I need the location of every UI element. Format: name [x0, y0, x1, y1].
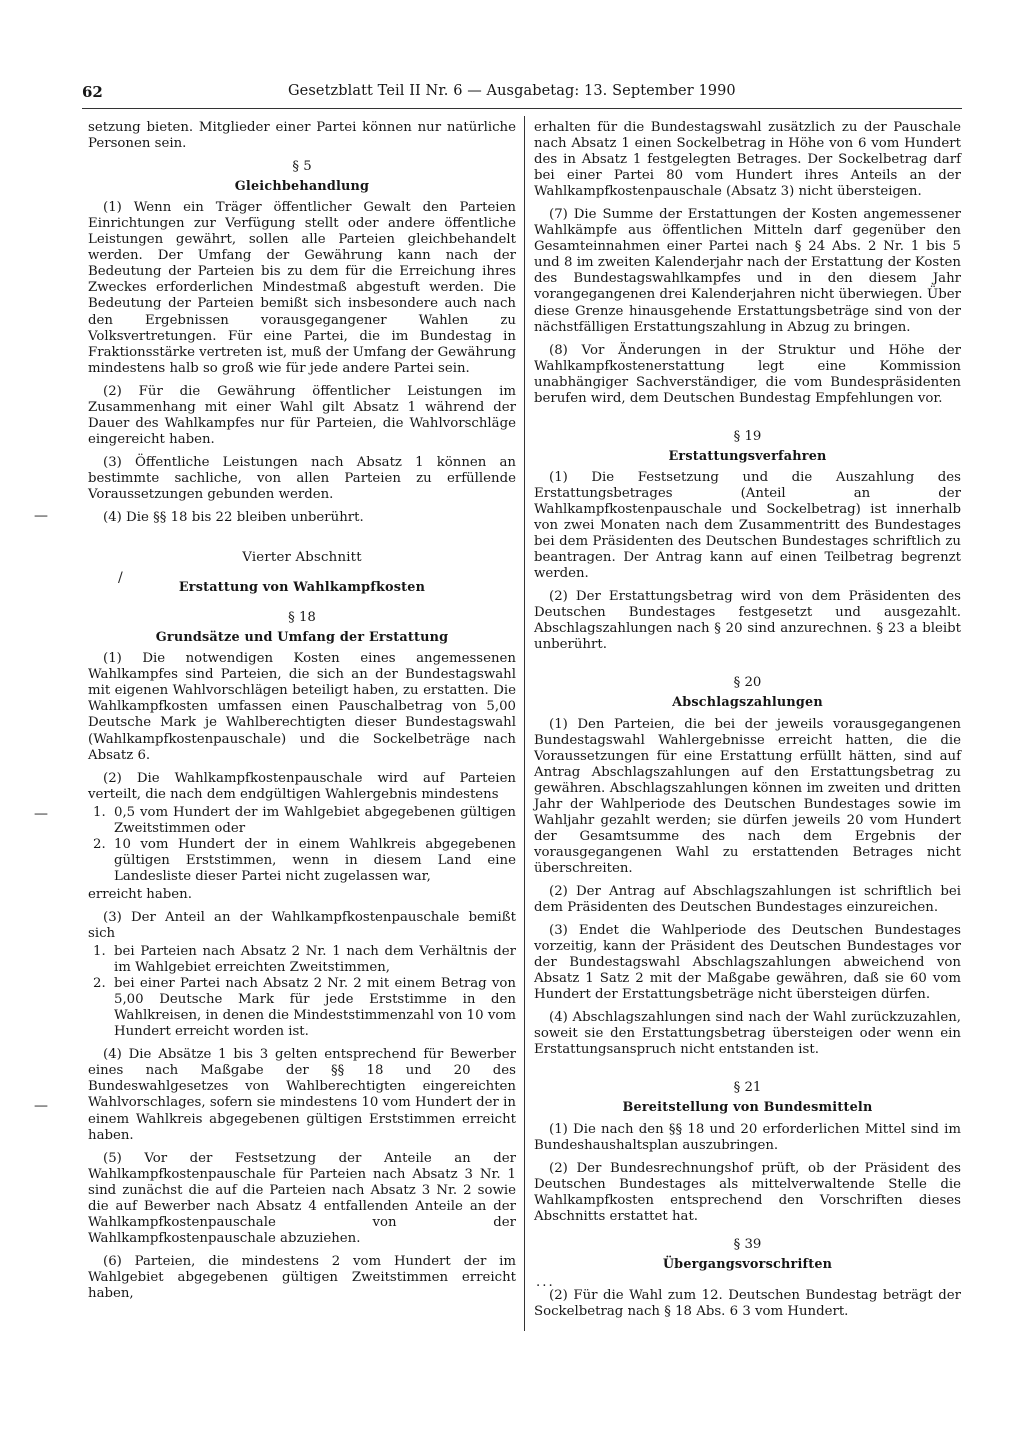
- paragraph: (3) Endet die Wahlperiode des Deutschen Bundestages vorzeitig, kann der Präsident des Deutschen Bundestages vor der Bundestagswahl Abschlagszahlungen abweichend von Absatz 1 Satz 2 mit der Maßgabe gewähren, daß sie 60 vom Hundert der Erstattungsbeträge nicht übersteigen dürfen.: [534, 923, 961, 1003]
- list-item: [88, 805, 516, 837]
- margin-mark: —: [34, 1098, 48, 1114]
- section-heading: Grundsätze und Umfang der Erstattung: [155, 630, 449, 646]
- section-number: § 5: [292, 159, 312, 175]
- section-number: § 18: [288, 610, 316, 626]
- chapter-heading: Vierter Abschnitt: [242, 550, 362, 566]
- list-item: [88, 944, 516, 976]
- paragraph: (6) Parteien, die mindestens 2 vom Hundert der im Wahlgebiet abgegebenen gültigen Zweitstimmen erreicht haben,: [88, 1253, 516, 1301]
- section-heading: Abschlagszahlungen: [672, 695, 823, 711]
- list-text: 0,5 vom Hundert der im Wahlgebiet abgegebenen gültigen Zweitstimmen oder: [114, 804, 516, 836]
- paragraph: (3) Der Anteil an der Wahlkampfkostenpauschale bemißt sich: [88, 909, 516, 942]
- list-number: 1.: [93, 804, 106, 820]
- header-rule: [82, 108, 962, 109]
- section-heading: Erstattungsverfahren: [668, 448, 827, 464]
- omission-dots: ...: [536, 1274, 555, 1290]
- paragraph: (1) Die Festsetzung und die Auszahlung des Erstattungsbetrages (Anteil an der Wahlkampfkostenpauschale und Sockelbetrag) ist innerhalb von zwei Monaten nach dem Zusammentritt des Bundestages bei dem Präsidenten des Deutschen Bundestages schriftlich zu beantragen. Der Antrag kann auf einen Teilbetrag begrenzt werden.: [534, 469, 961, 582]
- right-column: [534, 120, 961, 1327]
- paragraph: (3) Öffentliche Leistungen nach Absatz 1 können an bestimmte sachliche, von allen Parteien zu erfüllende Voraussetzungen gebunden werden.: [88, 454, 516, 502]
- list-number: 2.: [93, 836, 106, 852]
- list-text: 10 vom Hundert der in einem Wahlkreis abgegebenen gültigen Erststimmen, wenn in diesem Land eine Landesliste dieser Partei nicht zugelassen war,: [114, 836, 516, 884]
- paragraph: (2) Der Erstattungsbetrag wird von dem Präsidenten des Deutschen Bundestages festgesetzt und ausgezahlt. Abschlagszahlungen nach § 20 sind anzurechnen. § 23 a bleibt unberührt.: [534, 589, 961, 653]
- section-number: § 39: [733, 1236, 762, 1252]
- margin-mark: —: [34, 806, 48, 822]
- paragraph: (5) Vor der Festsetzung der Anteile an der Wahlkampfkostenpauschale für Parteien nach Absatz 3 Nr. 1 sind zunächst die auf die Parteien nach Absatz 3 Nr. 2 sowie die auf Bewerber nach Absatz 4 entfallenden Anteile an der Wahlkampfkostenpauschale von der Wahlkampfkostenpauschale abzuziehen.: [88, 1150, 516, 1246]
- paragraph: (2) Für die Wahl zum 12. Deutschen Bundestag beträgt der Sockelbetrag nach § 18 Abs. 6 3 vom Hundert.: [534, 1287, 961, 1319]
- chapter-title: Erstattung von Wahlkampfkosten: [178, 580, 426, 596]
- section-number: § 20: [733, 675, 762, 691]
- paragraph: (1) Wenn ein Träger öffentlicher Gewalt den Parteien Einrichtungen zur Verfügung stellt oder andere öffentliche Leistungen gewährt, sollen alle Parteien gleichbehandelt werden. Der Umfang der Gewährung kann nach der Bedeutung der Parteien bis zu dem für die Erreichung ihres Zweckes erforderlichen Mindestmaß abgestuft werden. Die Bedeutung der Parteien bemißt sich insbesondere auch nach den Ergebnissen vorausgegangener Wahlen zu Volksvertretungen. Für eine Partei, die im Bundestag in Fraktionsstärke vertreten ist, muß der Umfang der Gewährung mindestens halb so groß wie für jede andere Partei sein.: [88, 200, 516, 376]
- section-heading: Übergangsvorschriften: [662, 1256, 833, 1272]
- section-heading: Gleichbehandlung: [234, 179, 370, 195]
- paragraph: erhalten für die Bundestagswahl zusätzlich zu der Pauschale nach Absatz 1 einen Sockelbetrag in Höhe von 6 vom Hundert des in Absatz 1 festgelegten Betrages. Der Sockelbetrag darf bei einer Partei 80 vom Hundert ihres Anteils an der Wahlkampfkostenpauschale (Absatz 3) nicht übersteigen.: [534, 120, 961, 200]
- page-number: 62: [82, 83, 103, 101]
- list-number: 1.: [93, 944, 106, 960]
- paragraph: (1) Den Parteien, die bei der jeweils vorausgegangenen Bundestagswahl Wahlergebnisse erreicht hatten, die die Voraussetzungen für eine Erstattung erfüllt hätten, sind auf Antrag Abschlagszahlungen auf den Erstattungsbetrag zu gewähren. Abschlagszahlungen können im zweiten und dritten Jahr der Wahlperiode des Deutschen Bundestages sowie im Wahljahr gezahlt werden; sie dürfen jeweils 20 vom Hundert der Gesamtsumme des nach dem Ergebnis der vorausgegangenen Wahl zu erstattenden Betrages nicht überschreiten.: [534, 716, 961, 876]
- left-column: [88, 120, 516, 1309]
- list-text: bei einer Partei nach Absatz 2 Nr. 2 mit einem Betrag von 5,00 Deutsche Mark für jede Erststimme in den Wahlkreisen, in denen die Mindeststimmenzahl von 10 vom Hundert erreicht worden ist.: [114, 976, 516, 1040]
- section-number: § 21: [733, 1080, 762, 1096]
- paragraph: (2) Der Antrag auf Abschlagszahlungen ist schriftlich bei dem Präsidenten des Deutschen Bundestages einzureichen.: [534, 883, 961, 916]
- paragraph: (4) Abschlagszahlungen sind nach der Wahl zurückzuzahlen, soweit sie den Erstattungsbetrag übersteigen oder wenn ein Erstattungsanspruch nicht entstanden ist.: [534, 1010, 961, 1058]
- list-text: bei Parteien nach Absatz 2 Nr. 1 nach dem Verhältnis der im Wahlgebiet erreichten Zweitstimmen,: [114, 944, 516, 976]
- paragraph: (1) Die nach den §§ 18 und 20 erforderlichen Mittel sind im Bundeshaushaltsplan auszubringen.: [534, 1121, 961, 1153]
- margin-mark: /: [118, 570, 123, 586]
- paragraph: erreicht haben.: [88, 886, 192, 902]
- paragraph: (4) Die §§ 18 bis 22 bleiben unberührt.: [103, 510, 364, 526]
- margin-mark: —: [34, 508, 48, 524]
- paragraph: (1) Die notwendigen Kosten eines angemessenen Wahlkampfes sind Parteien, die sich an der Bundestagswahl mit eigenen Wahlvorschlägen beteiligt haben, zu erstatten. Die Wahlkampfkosten umfassen einen Pauschalbetrag von 5,00 Deutsche Mark je Wahlberechtigten dieser Bundestagswahl (Wahlkampfkostenpauschale) und die Sockelbeträge nach Absatz 6.: [88, 651, 516, 763]
- paragraph: (2) Für die Gewährung öffentlicher Leistungen im Zusammenhang mit einer Wahl gilt Absatz 1 während der Dauer des Wahlkampfes nur für Parteien, die Wahlvorschläge eingereicht haben.: [88, 383, 516, 447]
- paragraph: (7) Die Summe der Erstattungen der Kosten angemessener Wahlkämpfe aus öffentlichen Mitteln darf gegenüber den Gesamteinnahmen einer Partei nach § 24 Abs. 2 Nr. 1 bis 5 und 8 im zweiten Kalenderjahr nach der Erstattung der Kosten des Bundestagswahlkampfes und in den diesem Jahr vorangegangenen drei Kalenderjahren nicht überwiegen. Über diese Grenze hinausgehende Erstattungsbeträge sind von der nächstfälligen Erstattungszahlung in Abzug zu bringen.: [534, 207, 961, 335]
- page-header: [82, 83, 782, 103]
- paragraph: (2) Die Wahlkampfkostenpauschale wird auf Parteien verteilt, die nach dem endgültigen Wahlergebnis mindestens: [88, 770, 516, 802]
- paragraph: (8) Vor Änderungen in der Struktur und Höhe der Wahlkampfkostenerstattung legt eine Kommission unabhängiger Sachverständiger, die vom Bundespräsidenten berufen wird, dem Deutschen Bundestag Empfehlungen vor.: [534, 342, 961, 406]
- list-number: 2.: [93, 976, 106, 992]
- paragraph: setzung bieten. Mitglieder einer Partei können nur natürliche Personen sein.: [88, 120, 516, 152]
- paragraph: (4) Die Absätze 1 bis 3 gelten entsprechend für Bewerber eines nach Maßgabe der §§ 18 und 20 des Bundeswahlgesetzes von Wahlberechtigten eingereichten Wahlvorschlages, sofern sie mindestens 10 vom Hundert der in einem Wahlkreis abgegebenen gültigen Erststimmen erreicht haben.: [88, 1047, 516, 1143]
- gazette-title: Gesetzblatt Teil II Nr. 6 — Ausgabetag: 13. September 1990: [288, 83, 736, 99]
- section-heading: Bereitstellung von Bundesmitteln: [622, 1100, 873, 1116]
- paragraph: (2) Der Bundesrechnungshof prüft, ob der Präsident des Deutschen Bundestages als mittelverwaltende Stelle die Wahlkampfkosten entsprechend den Vorschriften dieses Abschnitts erstattet hat.: [534, 1160, 961, 1224]
- numbered-list: [88, 805, 516, 885]
- column-divider: [524, 116, 525, 1331]
- numbered-list: [88, 944, 516, 1040]
- section-number: § 19: [733, 428, 762, 444]
- list-item: [88, 837, 516, 885]
- list-item: [88, 976, 516, 1040]
